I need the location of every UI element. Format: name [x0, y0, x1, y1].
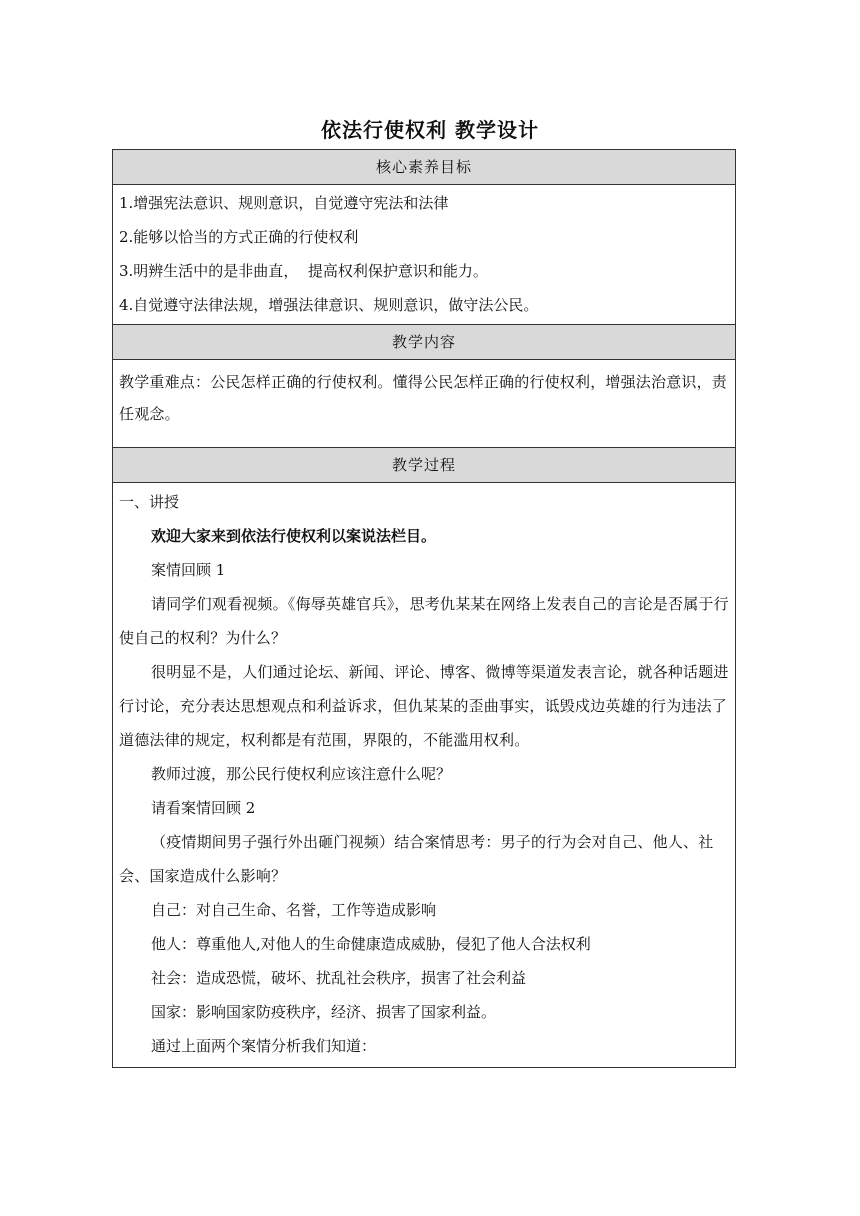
goals-section-body — [113, 185, 735, 325]
process-paragraph: 请同学们观看视频。《侮辱英雄官兵》，思考仇某某在网络上发表自己的言论是否属于行使自己的权利？为什么？ — [119, 595, 729, 647]
process-section-body — [113, 483, 735, 1067]
process-heading: 一、讲授 — [119, 493, 180, 511]
document-title: 依法行使权利 教学设计 — [321, 118, 539, 142]
content-section-body — [113, 360, 735, 448]
process-paragraph: 自己：对自己生命、名誉，工作等造成影响 — [151, 901, 437, 919]
lesson-plan-table — [112, 149, 736, 1068]
process-paragraph: （疫情期间男子强行外出砸门视频）结合案情思考：男子的行为会对自己、他人、社会、国家造成什么影响？ — [119, 833, 714, 885]
goals-section-header: 核心素养目标 — [113, 150, 735, 185]
goal-item: 3.明辨生活中的是非曲直， 提高权利保护意识和能力。 — [119, 262, 488, 280]
content-section-header: 教学内容 — [113, 325, 735, 360]
process-paragraph: 欢迎大家来到依法行使权利以案说法栏目。 — [151, 527, 437, 545]
process-paragraph: 通过上面两个案情分析我们知道： — [151, 1037, 377, 1055]
process-paragraph: 国家：影响国家防疫秩序，经济、损害了国家利益。 — [151, 1003, 497, 1021]
process-paragraph: 很明显不是，人们通过论坛、新闻、评论、博客、微博等渠道发表言论，就各种话题进行讨论，充分表达思想观点和利益诉求，但仇某某的歪曲事实，诋毁戍边英雄的行为违法了道德法律的规定，权利都是有范围，界限的，不能滥用权利。 — [119, 663, 729, 749]
key-difficulty-text: 教学重难点：公民怎样正确的行使权利。懂得公民怎样正确的行使权利，增强法治意识，责任观念。 — [119, 373, 728, 423]
goal-item: 1.增强宪法意识、规则意识，自觉遵守宪法和法律 — [119, 194, 449, 212]
process-paragraph: 请看案情回顾 2 — [151, 799, 256, 817]
process-section-header: 教学过程 — [113, 448, 735, 483]
process-paragraph: 他人：尊重他人,对他人的生命健康造成威胁，侵犯了他人合法权利 — [151, 935, 591, 953]
process-paragraph: 社会：造成恐慌，破坏、扰乱社会秩序，损害了社会利益 — [151, 969, 527, 987]
goal-item: 2.能够以恰当的方式正确的行使权利 — [119, 228, 359, 246]
goal-item: 4.自觉遵守法律法规，增强法律意识、规则意识，做守法公民。 — [119, 296, 539, 314]
process-paragraph: 教师过渡，那公民行使权利应该注意什么呢？ — [151, 765, 452, 783]
process-paragraph: 案情回顾 1 — [151, 561, 226, 579]
